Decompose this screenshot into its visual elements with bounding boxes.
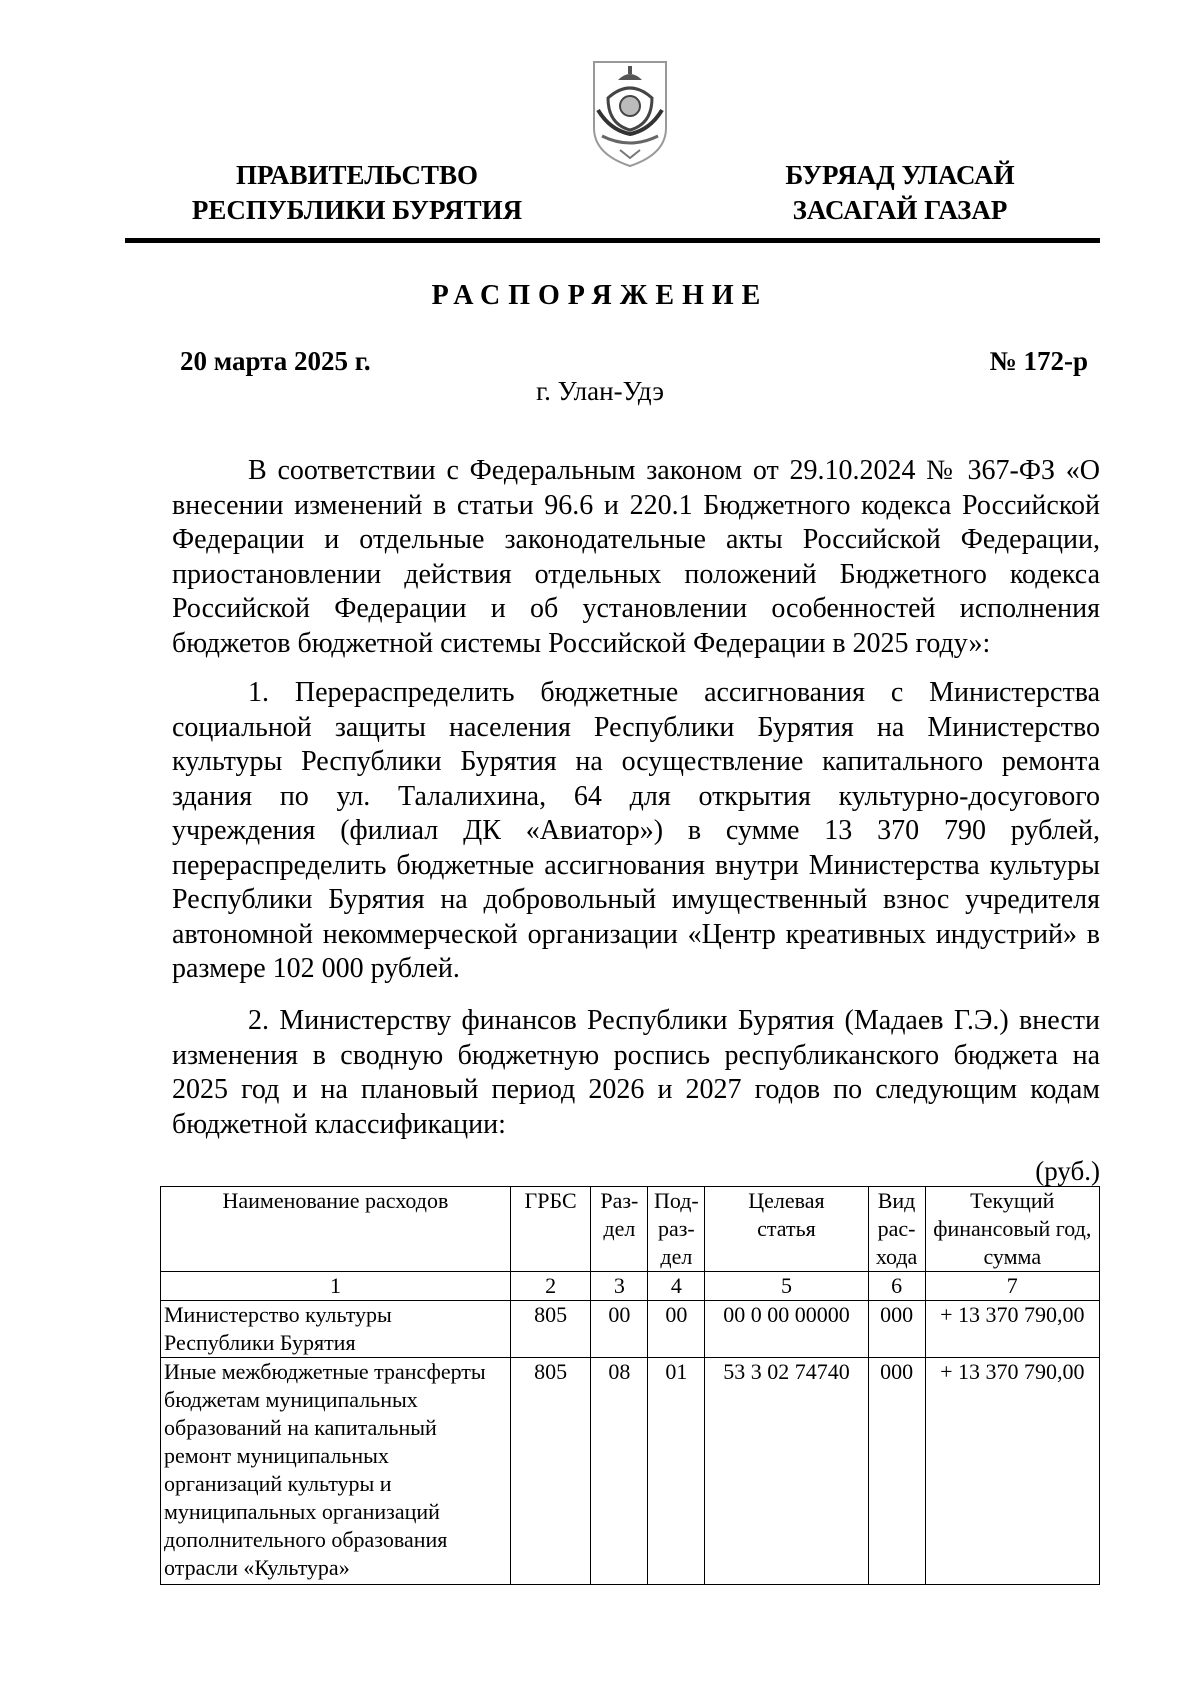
paragraph-preamble bbox=[172, 454, 1100, 661]
table-cell: 08 bbox=[591, 1358, 648, 1585]
column-header: Наименование расходов bbox=[161, 1187, 511, 1272]
table-cell: 01 bbox=[648, 1358, 705, 1585]
column-header: Вид рас-хода bbox=[868, 1187, 925, 1272]
table-cell: 000 bbox=[868, 1358, 925, 1585]
table-cell: Министерство культуры Республики Бурятия bbox=[161, 1301, 511, 1358]
paragraph-text: В соответствии с Федеральным законом от 29.10.2024 № 367-ФЗ «О внесении изменений в статьи 96.6 и 220.1 Бюджетного кодекса Российской Федерации и отдельные законодательные акты Российской Федерации, приостановлении действия отдельных положений Бюджетного кодекса Российской Федерации и об установлении особенностей исполнения бюджетов бюджетной системы Российской Федерации в 2025 году»: bbox=[172, 455, 1100, 659]
org-name-line: РЕСПУБЛИКИ БУРЯТИЯ bbox=[191, 195, 523, 225]
table-cell: + 13 370 790,00 bbox=[925, 1358, 1099, 1585]
budget-codes-table bbox=[160, 1186, 1100, 1585]
column-header: Текущий финансовый год, сумма bbox=[925, 1187, 1099, 1272]
column-number: 7 bbox=[925, 1272, 1099, 1301]
coat-of-arms-icon bbox=[588, 58, 672, 170]
column-number: 5 bbox=[705, 1272, 868, 1301]
header-divider bbox=[125, 238, 1100, 243]
org-name-buryat bbox=[750, 158, 1050, 228]
table-row bbox=[161, 1301, 1100, 1358]
paragraph-text: 2. Министерству финансов Республики Бурятия (Мадаев Г.Э.) внести изменения в сводную бюджетную роспись республиканского бюджета на 2025 год и на плановый период 2026 и 2027 годов по следующим кодам бюджетной классификации: bbox=[172, 1005, 1100, 1140]
table-row bbox=[161, 1358, 1100, 1585]
org-name-line: ЗАСАГАЙ ГАЗАР bbox=[792, 195, 1008, 225]
document-number: № 172-р bbox=[989, 346, 1088, 376]
table-cell: 805 bbox=[510, 1301, 590, 1358]
column-number: 4 bbox=[648, 1272, 705, 1301]
org-name-line: БУРЯАД УЛАСАЙ bbox=[785, 160, 1015, 190]
document-city: г. Улан-Удэ bbox=[536, 376, 664, 406]
org-name-russian bbox=[172, 158, 542, 228]
table-cell: 00 bbox=[648, 1301, 705, 1358]
column-number: 6 bbox=[868, 1272, 925, 1301]
table-unit-label: (руб.) bbox=[1035, 1156, 1100, 1186]
column-header: ГРБС bbox=[510, 1187, 590, 1272]
table-cell: 805 bbox=[510, 1358, 590, 1585]
paragraph-item-1 bbox=[172, 676, 1100, 987]
column-number: 1 bbox=[161, 1272, 511, 1301]
table-cell: 53 3 02 74740 bbox=[705, 1358, 868, 1585]
paragraph-item-2 bbox=[172, 1004, 1100, 1142]
document-date: 20 марта 2025 г. bbox=[180, 346, 371, 376]
column-number: 3 bbox=[591, 1272, 648, 1301]
column-header: Раз-дел bbox=[591, 1187, 648, 1272]
column-header: Целевая статья bbox=[705, 1187, 868, 1272]
table-cell: Иные межбюджетные трансферты бюджетам муниципальных образований на капитальный ремонт муниципальных организаций культуры и муниципальных организаций дополнительного образования отрасли «Культура» bbox=[161, 1358, 511, 1585]
column-header: Под-раз-дел bbox=[648, 1187, 705, 1272]
column-number-row bbox=[161, 1272, 1100, 1301]
column-number: 2 bbox=[510, 1272, 590, 1301]
table-cell: 00 0 00 00000 bbox=[705, 1301, 868, 1358]
document-type-title: РАСПОРЯЖЕНИЕ bbox=[431, 280, 769, 311]
paragraph-text: 1. Перераспределить бюджетные ассигнования с Министерства социальной защиты населения Республики Бурятия на Министерство культуры Республики Бурятия на осуществление капитального ремонта здания по ул. Талалихина, 64 для открытия культурно-досугового учреждения (филиал ДК «Авиатор») в сумме 13 370 790 рублей, перераспределить бюджетные ассигнования внутри Министерства культуры Республики Бурятия на добровольный имущественный взнос учредителя автономной некоммерческой организации «Центр креативных индустрий» в размере 102 000 рублей. bbox=[172, 677, 1100, 984]
table-cell: + 13 370 790,00 bbox=[925, 1301, 1099, 1358]
table-cell: 00 bbox=[591, 1301, 648, 1358]
org-name-line: ПРАВИТЕЛЬСТВО bbox=[235, 160, 479, 190]
table-cell: 000 bbox=[868, 1301, 925, 1358]
table-header-row bbox=[161, 1187, 1100, 1272]
